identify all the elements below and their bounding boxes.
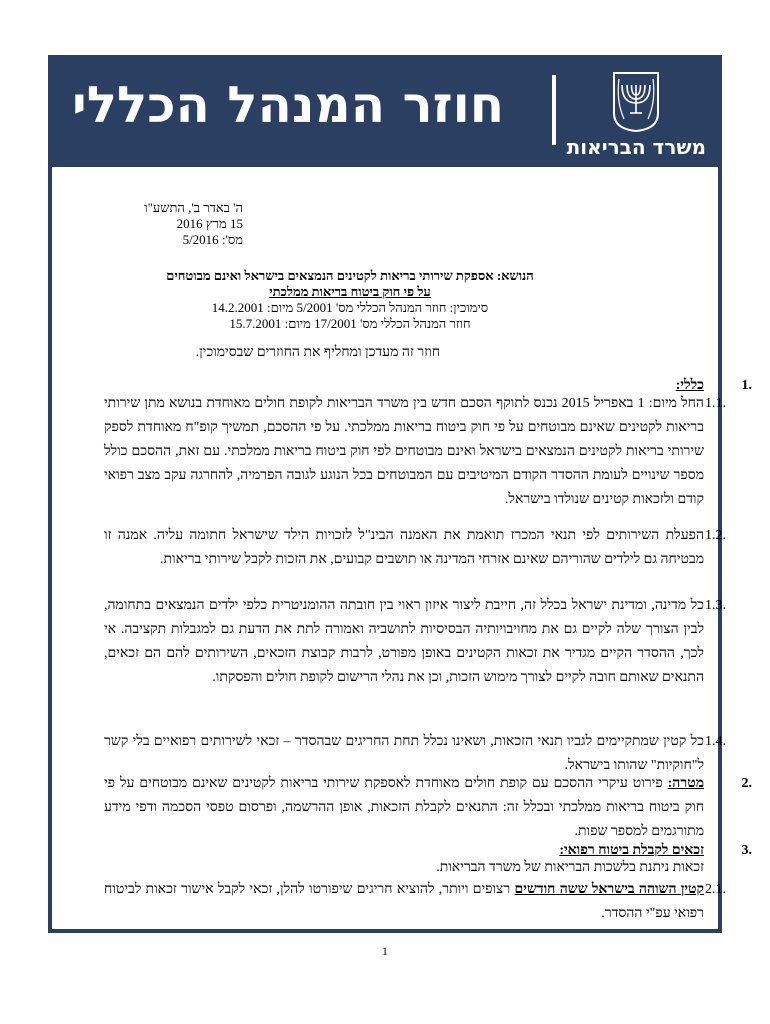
reference-2: חוזר המנהל הכללי מס' 17/2001 מיום: 15.7.2001 <box>229 316 471 331</box>
subject-line: הנושא: אספקת שירותי בריאות לקטינים הנמצאים בישראל ואינם מבוטחים <box>166 268 534 283</box>
section-3 <box>104 842 752 876</box>
paragraph-text: פירוט עיקרי ההסכם עם קופת חולים מאוחדת לאספקת שירותי בריאות לקטינים שאינם מבוטחים על פי חוק ביטוח בריאות ממלכתי ובכלל זה: התנאים לקבלת הזכאות, אופן ההרשמה, ופרסום טפסי הסכמה ודפי מידע מתורגמים למספר שפות. <box>104 776 704 839</box>
page-number: 1 <box>382 944 388 958</box>
document-meta <box>144 200 243 248</box>
reference-1: סימוכין: חוזר המנהל הכללי מס' 5/2001 מיום: 14.2.2001 <box>211 300 489 315</box>
page-title: חוזר המנהל הכללי <box>72 76 505 134</box>
header-banner <box>52 59 718 167</box>
subject-line-2: על פי חוק ביטוח בריאות ממלכתי <box>269 284 431 299</box>
paragraph-number: 1.4. <box>705 734 726 749</box>
section-number: 1. <box>741 378 752 393</box>
paragraph-number: 2.1. <box>705 882 726 897</box>
intro-text: חוזר זה מעדכן ומחליף את החוזרים שבסימוכין. <box>195 345 440 360</box>
ministry-name: משרד הבריאות <box>566 135 706 159</box>
paragraph-2-1 <box>104 878 726 926</box>
header-divider <box>552 75 556 145</box>
paragraph-1-1 <box>104 392 726 512</box>
paragraph-highlight: קטין השוהה בישראל ששה חודשים <box>514 882 705 897</box>
subject-block <box>100 268 600 332</box>
section-title: כללי: <box>675 378 704 393</box>
paragraph-1-2 <box>104 524 726 572</box>
paragraph-number: 1.2. <box>705 528 726 543</box>
paragraph-1-4 <box>104 730 726 778</box>
paragraph-text: הפעלת השירותים לפי תנאי המכרז תואמת את האמנה הבינ"ל לזכויות הילד שישראל חתומה עליה. אמנה זו מבטיחה גם לילדים שהוריהם שאינם אזרחי המדינה או תושבים קבועים, את הזכות לקבל שירותי בריאות. <box>104 528 704 567</box>
section-2 <box>104 772 752 844</box>
section-title: מטרה: <box>667 776 704 791</box>
section-title: זכאים לקבלת ביטוח רפואי: <box>559 843 704 858</box>
hebrew-date: ה' באדר ב', התשע"ו <box>144 200 243 215</box>
paragraph-number: 1.1. <box>705 396 726 411</box>
paragraph-1-3 <box>104 594 726 690</box>
paragraph-text: זכאות ניתנת בלשכות הבריאות של משרד הבריאות. <box>436 860 704 875</box>
paragraph-number: 1.3. <box>705 598 726 613</box>
section-number: 3. <box>741 843 752 858</box>
section-number: 2. <box>741 776 752 791</box>
gregorian-date: 15 מרץ 2016 <box>176 216 243 231</box>
paragraph-text: החל מיום: 1 באפריל 2015 נכנס לתוקף הסכם חדש בין משרד הבריאות לקופת חולים מאוחדת בנושא מתן שירותי בריאות לקטינים שאינם מבוטחים על פי חוק ביטוח בריאות ממלכתי. על פי ההסכם, תמשיך קופ"ח מאוחדת לספק שירותי בריאות לקטינים הנמצאים בישראל ואינם מבוטחים לפי חוק ביטוח בריאות ממלכתי. עם זאת, ההסכם כולל מספר שינויים לעומת ההסדר הקודם המיטיבים עם המבוטחים בכל הנוגע לגובה הפרמיה, להחרגה עקב מצב רפואי קודם ולזכאות קטינים שנולדו בישראל. <box>104 396 704 507</box>
paragraph-text: רצופים ויותר, להוציא חריגים שיפורטו להלן, זכאי לקבל אישור זכאות לביטוח רפואי עפ"י ההסדר. <box>104 882 704 921</box>
paragraph-text: כל מדינה, ומדינת ישראל בכלל זה, חייבת ליצור איזון ראוי בין חובתה ההומניטרית כלפי ילדים הנמצאים בתחומה, לבין הצורך שלה לקיים גם את מחויבויותיה הבסיסיות לתושביה ואמורה לתת את הדעת גם למגבלות תקציבה. אי לכך, ההסדר הקיים מגדיר את זכאות הקטינים באופן מפורט, לרבות קבוצת הזכאים, השירותים להם הם זכאים, התנאים שאותם חובה לקיים לצורך מימוש הזכות, וכן את נהלי הרישום לקופת חולים והפסקתו. <box>104 598 704 685</box>
document-number: מס': 5/2016 <box>182 232 243 247</box>
paragraph-text: כל קטין שמתקיימים לגביו תנאי הזכאות, ושאינו נכלל תחת החריגים שבהסדר – זכאי לשירותים רפואיים בלי קשר ל"חוקיות" שהותו בישראל. <box>104 734 704 773</box>
menorah-emblem-icon <box>610 71 662 133</box>
